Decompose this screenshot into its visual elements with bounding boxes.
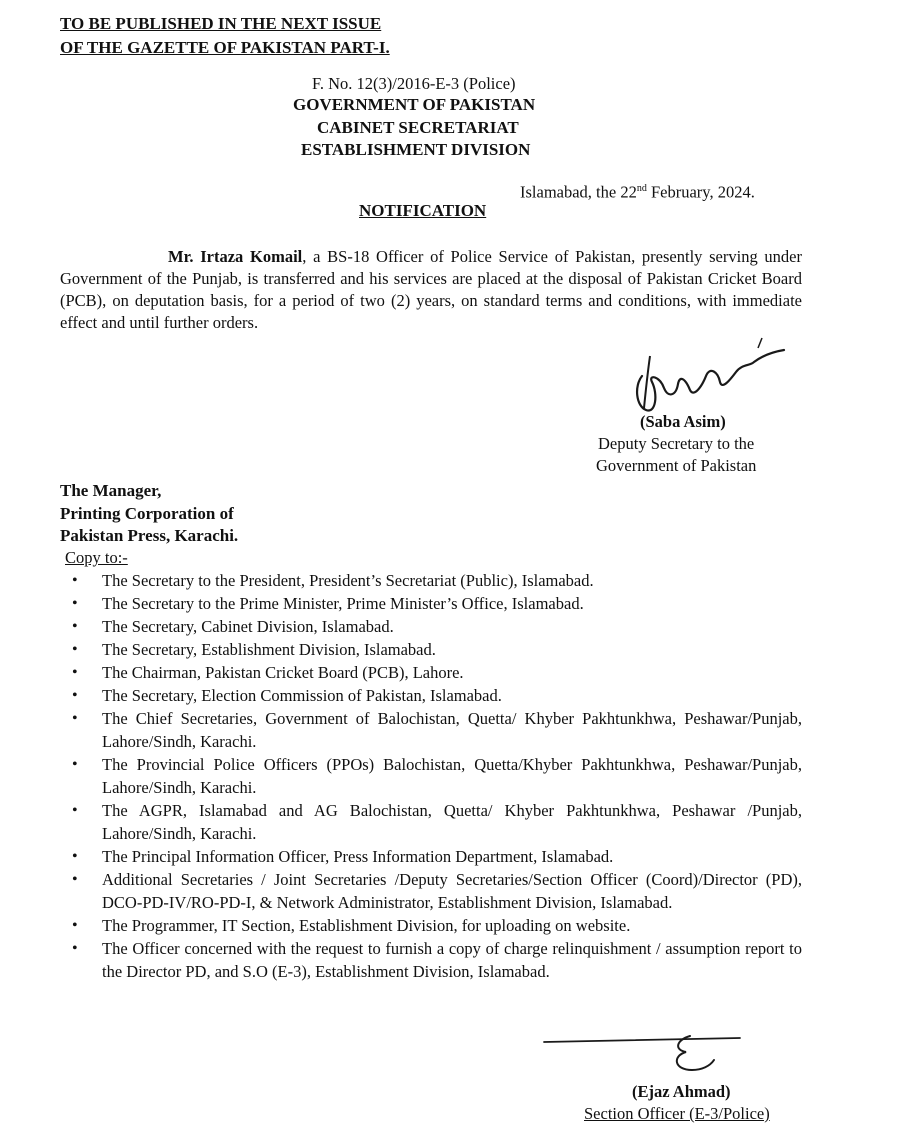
copy-to-text: The Principal Information Officer, Press Information Department, Islamabad. [102,847,614,866]
bullet-icon: • [72,595,78,612]
copy-to-item [62,592,802,615]
issuer-line2: CABINET SECRETARIAT [317,118,519,137]
copy-to-item [62,845,802,868]
copy-to-item [62,868,802,914]
copy-to-item [62,615,802,638]
copy-to-item [62,914,802,937]
notification-title: NOTIFICATION [359,201,487,220]
copy-to-item [62,753,802,799]
bullet-icon: • [72,710,78,727]
copy-to-text: The Programmer, IT Section, Establishment Division, for uploading on website. [102,916,631,935]
bullet-icon: • [72,802,78,819]
addressee-line2: Printing Corporation of [60,504,234,523]
bullet-icon: • [72,641,78,658]
copy-to-item [62,707,802,753]
bullet-icon: • [72,618,78,635]
body-text: , a BS-18 Officer of Police Service of Pakistan, presently serving under Government of the Punjab, is transferred and his services are placed at the disposal of Pakistan Cricket Board (PCB), on deputation basis, for a period of two (2) years, on standard terms and conditions, with immediate effect and until further orders. [60,247,802,332]
copy-to-text: The Secretary, Election Commission of Pakistan, Islamabad. [102,686,502,705]
copy-to-item [62,937,802,983]
copy-to-label: Copy to:- [65,548,128,567]
date-ordinal: nd [636,183,647,194]
issuer-line1: GOVERNMENT OF PAKISTAN [293,95,536,114]
copy-to-text: The AGPR, Islamabad and AG Balochistan, Quetta/ Khyber Pakhtunkhwa, Peshawar /Punjab, Lahore/Sindh, Karachi. [102,801,802,843]
copy-to-text: The Secretary to the Prime Minister, Prime Minister’s Office, Islamabad. [102,594,584,613]
gazette-header-line2: OF THE GAZETTE OF PAKISTAN PART-I. [60,38,390,57]
copy-to-item [62,661,802,684]
addressee-line3: Pakistan Press, Karachi. [60,526,239,545]
signatory2-name: (Ejaz Ahmad) [632,1082,731,1101]
issue-date [520,178,755,204]
bullet-icon: • [72,687,78,704]
copy-to-text: The Chairman, Pakistan Cricket Board (PCB), Lahore. [102,663,464,682]
copy-to-item [62,684,802,707]
bullet-icon: • [72,848,78,865]
bullet-icon: • [72,940,78,957]
gazette-header-line1: TO BE PUBLISHED IN THE NEXT ISSUE [60,14,382,33]
copy-to-item [62,638,802,661]
issuer-line3: ESTABLISHMENT DIVISION [301,140,531,159]
copy-to-text: The Secretary, Cabinet Division, Islamabad. [102,617,394,636]
signatory1-name: (Saba Asim) [640,412,726,431]
bullet-icon: • [72,664,78,681]
copy-to-text: The Chief Secretaries, Government of Balochistan, Quetta/ Khyber Pakhtunkhwa, Peshawar/Punjab, Lahore/Sindh, Karachi. [102,709,802,751]
signatory1-org: Government of Pakistan [596,456,757,475]
copy-to-list [62,569,802,983]
officer-name: Mr. Irtaza Komail [168,247,303,266]
addressee-line1: The Manager, [60,481,162,500]
date-suffix: February, 2024. [646,182,755,202]
bullet-icon: • [72,756,78,773]
copy-to-text: The Provincial Police Officers (PPOs) Balochistan, Quetta/Khyber Pakhtunkhwa, Peshawar/Punjab, Lahore/Sindh, Karachi. [102,755,802,797]
bullet-icon: • [72,871,78,888]
file-number: F. No. 12(3)/2016-E-3 (Police) [312,74,516,93]
copy-to-text: The Secretary to the President, President’s Secretariat (Public), Islamabad. [102,571,594,590]
copy-to-text: The Officer concerned with the request to furnish a copy of charge relinquishment / assumption report to the Director PD, and S.O (E-3), Establishment Division, Islamabad. [102,939,802,981]
copy-to-text: The Secretary, Establishment Division, Islamabad. [102,640,436,659]
copy-to-item [62,569,802,592]
date-prefix: Islamabad, the 22 [520,182,637,202]
signatory1-designation: Deputy Secretary to the [598,434,755,453]
copy-to-text: Additional Secretaries / Joint Secretaries /Deputy Secretaries/Section Officer (Coord)/Director (PD), DCO-PD-IV/RO-PD-I, & Network Administrator, Establishment Division, Islamabad. [102,870,802,912]
bullet-icon: • [72,917,78,934]
bullet-icon: • [72,572,78,589]
copy-to-item [62,799,802,845]
signatory2-designation: Section Officer (E-3/Police) [584,1104,770,1123]
notification-body [60,246,802,334]
